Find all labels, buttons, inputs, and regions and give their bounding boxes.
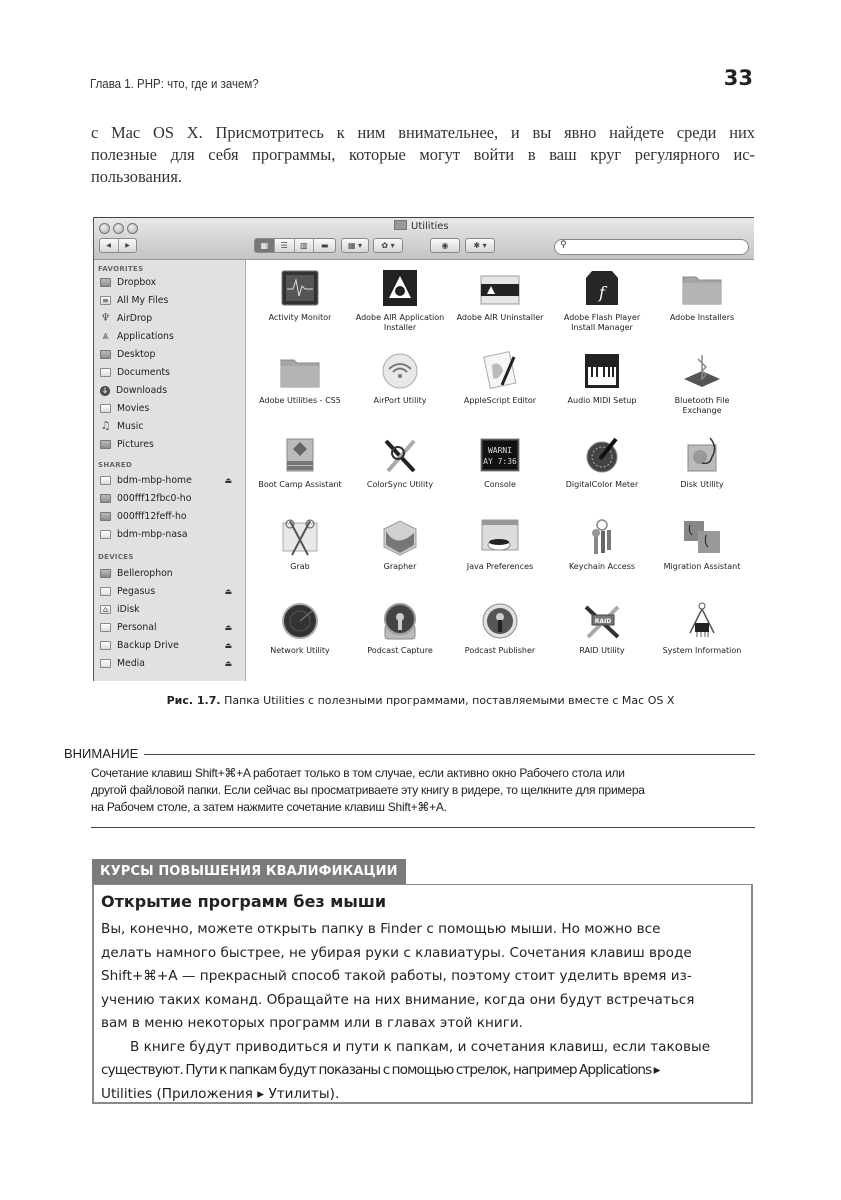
sidebar-item-label: bdm-mbp-nasa	[117, 529, 188, 540]
sidebar-item-label: AirDrop	[117, 313, 153, 324]
intro-line: полезные для себя программы, которые могут войти в ваш круг регулярного ис-	[91, 145, 755, 164]
music-icon: ♫	[100, 419, 111, 432]
movies-icon	[100, 404, 111, 413]
sidebar-item-label: bdm-mbp-home	[117, 475, 192, 486]
finder-item-label: System Information	[662, 646, 742, 655]
podcast-capture-icon	[378, 601, 422, 641]
finder-item[interactable]	[350, 351, 450, 406]
sidebar-item-label: 000fff12fbc0-ho	[117, 493, 192, 504]
eject-icon[interactable]: ⏏	[224, 587, 232, 596]
finder-item-label: ColorSync Utility	[366, 480, 434, 489]
window-title	[394, 220, 449, 232]
sidebar-item-bdm-mbp-nasa[interactable]	[100, 526, 240, 543]
airport-icon	[378, 351, 422, 391]
pictures-icon	[100, 440, 111, 449]
quick-look-button[interactable]: ◉	[430, 238, 460, 253]
box-line: существуют. Пути к папкам будут показаны с помощью стрелок, например Applications ▸	[101, 1062, 660, 1078]
sidebar-item-label: 000fff12feff-ho	[117, 511, 187, 522]
eject-icon[interactable]: ⏏	[224, 659, 232, 668]
note-line: на Рабочем столе, а затем нажмите сочетание клавиш Shift+⌘+A.	[91, 800, 447, 814]
coverflow-view-button[interactable]: ▬	[320, 241, 329, 250]
view-mode-control	[254, 238, 336, 253]
finder-item[interactable]	[450, 517, 550, 572]
finder-item[interactable]	[250, 268, 350, 323]
box-line: вам в меню некоторых программ или в главах этой книги.	[101, 1015, 523, 1031]
box-line: учению таких команд. Обращайте на них внимание, когда они будут встречаться	[101, 991, 695, 1008]
box-line: Utilities (Приложения ▸ Утилиты).	[101, 1085, 340, 1102]
sidebar-item-idisk[interactable]	[100, 601, 240, 618]
box-title: Открытие программ без мыши	[101, 892, 387, 911]
sidebar-item-pegasus[interactable]	[100, 583, 240, 600]
external-drive-icon	[100, 659, 111, 668]
sidebar-item-desktop[interactable]	[100, 346, 240, 363]
external-drive-icon	[100, 587, 111, 596]
grapher-icon	[378, 517, 422, 557]
sidebar-item-label: Bellerophon	[117, 568, 173, 579]
finder-item[interactable]	[450, 601, 550, 656]
search-field[interactable]	[554, 239, 749, 255]
network-utility-icon	[278, 601, 322, 641]
sidebar-item-movies[interactable]	[100, 400, 240, 417]
sidebar-item-label: iDisk	[117, 604, 140, 615]
eject-icon[interactable]: ⏏	[224, 623, 232, 632]
back-forward-buttons	[99, 238, 137, 253]
all-files-icon: ≡	[100, 296, 111, 305]
back-button[interactable]: ◀	[100, 239, 119, 252]
svg-text:AY 7:36: AY 7:36	[483, 457, 517, 466]
svg-text:RAID: RAID	[594, 618, 612, 625]
system-information-icon	[680, 601, 724, 641]
note-line: Сочетание клавиш Shift+⌘+A работает только в том случае, если активно окно Рабочего стола или	[91, 766, 625, 780]
hard-drive-icon	[100, 569, 111, 578]
finder-item-label: Java Preferences	[466, 562, 534, 571]
finder-titlebar	[94, 218, 754, 260]
finder-item[interactable]	[250, 435, 350, 490]
finder-item-label: Adobe Flash Player Install Manager	[563, 313, 641, 332]
finder-item-label: Bluetooth File Exchange	[674, 396, 730, 415]
disk-utility-icon	[680, 435, 724, 475]
finder-item[interactable]	[552, 517, 652, 572]
flash-player-icon	[580, 268, 624, 308]
migration-icon	[680, 517, 724, 557]
search-input[interactable]	[571, 241, 741, 251]
running-header-chapter: Глава 1. PHP: что, где и зачем?	[90, 77, 259, 91]
sidebar-item-label: Dropbox	[117, 277, 157, 288]
server-icon	[100, 494, 111, 503]
close-window-button[interactable]	[99, 223, 110, 234]
forward-button[interactable]: ▶	[125, 242, 130, 249]
computer-icon	[100, 530, 111, 539]
finder-item[interactable]	[652, 601, 752, 656]
sidebar-section-shared: SHARED	[98, 461, 133, 469]
airdrop-icon: ♆	[100, 311, 111, 324]
box-body	[101, 918, 745, 1106]
finder-item-label: Grab	[290, 562, 310, 571]
finder-sidebar	[94, 260, 246, 681]
finder-item-label: Podcast Publisher	[464, 646, 536, 655]
finder-item-label: Activity Monitor	[268, 313, 332, 322]
finder-icon-grid	[246, 260, 754, 681]
action-gear-button[interactable]: ✱ ▾	[465, 238, 495, 253]
finder-item-label: Network Utility	[270, 646, 330, 655]
sidebar-item-documents[interactable]	[100, 364, 240, 381]
window-title-text: Utilities	[411, 221, 449, 232]
finder-item-label: Disk Utility	[680, 480, 724, 489]
finder-item-label: Audio MIDI Setup	[567, 396, 637, 405]
finder-item[interactable]	[552, 268, 652, 333]
sidebar-item-bellerophon[interactable]	[100, 565, 240, 582]
finder-item[interactable]	[552, 601, 652, 656]
finder-item[interactable]	[250, 517, 350, 572]
svg-text:WARNI: WARNI	[487, 446, 513, 455]
folder-icon	[680, 268, 724, 308]
finder-item[interactable]	[450, 435, 550, 490]
sidebar-item-downloads[interactable]	[100, 382, 240, 399]
sidebar-item-000fff12feff[interactable]	[100, 508, 240, 525]
finder-item[interactable]	[652, 268, 752, 323]
adobe-air-uninstaller-icon	[478, 268, 522, 308]
sidebar-item-label: Documents	[117, 367, 171, 378]
sidebar-item-label: Pegasus	[117, 586, 156, 597]
colorsync-icon	[378, 435, 422, 475]
boot-camp-icon	[278, 435, 322, 475]
sidebar-item-label: Backup Drive	[117, 640, 179, 651]
sidebar-item-label: Applications	[117, 331, 174, 342]
note-line: другой файловой папки. Если сейчас вы просматриваете эту книгу в ридере, то щелкните для примера	[91, 783, 645, 797]
sidebar-item-bdm-mbp-home[interactable]	[100, 472, 240, 489]
applications-icon: ⩓	[102, 329, 109, 342]
adobe-air-icon	[378, 268, 422, 308]
sidebar-item-label: Personal	[117, 622, 157, 633]
sidebar-item-label: Movies	[117, 403, 150, 414]
sidebar-item-dropbox[interactable]	[100, 274, 240, 291]
finder-item-label: DigitalColor Meter	[565, 480, 639, 489]
activity-monitor-icon	[278, 268, 322, 308]
note-label: ВНИМАНИЕ	[64, 746, 144, 761]
finder-item[interactable]	[350, 268, 450, 333]
sidebar-item-label: All My Files	[117, 295, 169, 306]
midi-keyboard-icon	[580, 351, 624, 391]
finder-item[interactable]	[250, 601, 350, 656]
grab-icon	[278, 517, 322, 557]
page-number: 33	[723, 66, 753, 90]
note-rule-bottom	[91, 827, 755, 828]
figure-caption-text: Папка Utilities с полезными программами, поставляемыми вместе с Mac OS X	[220, 694, 675, 707]
box-line: В книге будут приводиться и пути к папкам, и сочетания клавиш, если таковые	[130, 1038, 711, 1055]
figure-caption	[0, 694, 841, 707]
finder-item[interactable]	[450, 268, 550, 323]
sidebar-item-label: Media	[117, 658, 145, 669]
sidebar-item-000fff12fbc0[interactable]	[100, 490, 240, 507]
box-tab-label: КУРСЫ ПОВЫШЕНИЯ КВАЛИФИКАЦИИ	[92, 859, 406, 884]
podcast-publisher-icon	[478, 601, 522, 641]
finder-item-label: Adobe Installers	[669, 313, 735, 322]
sidebar-item-music[interactable]	[100, 418, 240, 435]
idisk-icon: ⌂	[100, 605, 111, 614]
note-rule-top	[64, 754, 755, 755]
java-icon	[478, 517, 522, 557]
finder-item[interactable]	[350, 435, 450, 490]
eject-icon[interactable]: ⏏	[224, 476, 232, 485]
finder-item-label: Console	[484, 480, 516, 489]
finder-item-label: Adobe Utilities - CS5	[259, 396, 341, 405]
downloads-icon: ↓	[101, 385, 109, 395]
raid-utility-icon	[580, 601, 624, 641]
icon-view-button[interactable]: ▦	[255, 239, 275, 252]
computer-icon	[100, 476, 111, 485]
column-view-button[interactable]: ▥	[295, 239, 315, 252]
finder-item[interactable]	[350, 601, 450, 656]
note-text	[91, 765, 755, 816]
finder-item[interactable]	[552, 351, 652, 406]
intro-line: с Mac OS X. Присмотритесь к ним внимательнее, и вы явно найдете среди них	[91, 123, 755, 142]
finder-item-label: Adobe AIR Application Installer	[355, 313, 445, 332]
sidebar-item-label: Desktop	[117, 349, 156, 360]
sidebar-item-airdrop[interactable]	[100, 310, 240, 327]
sidebar-item-applications[interactable]	[100, 328, 240, 345]
console-icon	[478, 435, 522, 475]
finder-item-label: Boot Camp Assistant	[258, 480, 342, 489]
finder-item-label: Keychain Access	[568, 562, 636, 571]
dropbox-action-button[interactable]: ✿ ▾	[373, 238, 403, 253]
finder-item-label: Grapher	[383, 562, 417, 571]
box-line: делать намного быстрее, не убирая руки с клавиатуры. Сочетания клавиш вроде	[101, 944, 692, 961]
sidebar-item-pictures[interactable]	[100, 436, 240, 453]
sidebar-section-favorites: FAVORITES	[98, 265, 144, 273]
search-icon: ⚲	[560, 240, 567, 250]
folder-icon	[100, 278, 111, 287]
sidebar-item-label: Music	[117, 421, 144, 432]
sidebar-item-all-my-files[interactable]	[100, 292, 240, 309]
finder-item-label: RAID Utility	[579, 646, 625, 655]
applescript-icon	[478, 351, 522, 391]
keychain-icon	[580, 517, 624, 557]
external-drive-icon	[100, 623, 111, 632]
finder-item-label: Podcast Capture	[367, 646, 433, 655]
bluetooth-icon	[680, 351, 724, 391]
sidebar-item-personal[interactable]	[100, 619, 240, 636]
finder-item-label: AppleScript Editor	[463, 396, 537, 405]
sidebar-item-media[interactable]	[100, 655, 240, 672]
documents-icon	[100, 368, 111, 377]
figure-caption-number: Рис. 1.7.	[166, 694, 221, 707]
intro-paragraph	[91, 122, 755, 188]
finder-item-label: Adobe AIR Uninstaller	[456, 313, 544, 322]
finder-window	[93, 217, 754, 681]
external-drive-icon	[100, 641, 111, 650]
folder-icon	[394, 220, 407, 230]
sidebar-item-backup-drive[interactable]	[100, 637, 240, 654]
finder-item[interactable]	[652, 435, 752, 490]
finder-item[interactable]	[450, 351, 550, 406]
finder-item[interactable]	[652, 517, 752, 572]
eject-icon[interactable]: ⏏	[224, 641, 232, 650]
sidebar-item-label: Downloads	[116, 385, 168, 396]
finder-item-label: Migration Assistant	[663, 562, 741, 571]
finder-item[interactable]	[250, 351, 350, 406]
arrange-button[interactable]: ▦ ▾	[341, 238, 369, 253]
finder-item-label: AirPort Utility	[373, 396, 427, 405]
list-view-button[interactable]: ☰	[275, 239, 295, 252]
zoom-window-button[interactable]	[127, 223, 138, 234]
sidebar-item-label: Pictures	[117, 439, 154, 450]
minimize-window-button[interactable]	[113, 223, 124, 234]
box-line: Вы, конечно, можете открыть папку в Finder с помощью мыши. Но можно все	[101, 921, 661, 937]
color-meter-icon	[580, 435, 624, 475]
intro-line: пользования.	[91, 167, 182, 186]
sidebar-section-devices: DEVICES	[98, 553, 134, 561]
finder-item[interactable]	[652, 351, 752, 416]
finder-item[interactable]	[350, 517, 450, 572]
finder-item[interactable]	[552, 435, 652, 490]
svg-text:f: f	[599, 283, 605, 302]
server-icon	[100, 512, 111, 521]
folder-icon	[278, 351, 322, 391]
box-line: Shift+⌘+A — прекрасный способ такой работы, поэтому стоит уделить время из-	[101, 968, 692, 984]
desktop-icon	[100, 350, 111, 359]
